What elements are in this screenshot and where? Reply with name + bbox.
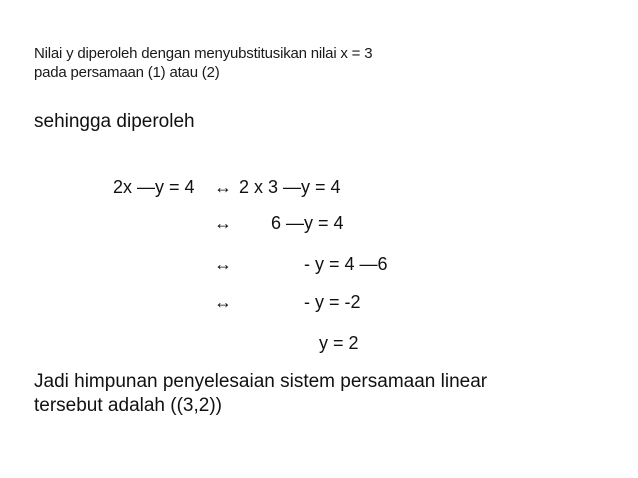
lead-text: sehingga diperoleh bbox=[34, 111, 195, 132]
step-4-arrow: ↔ bbox=[214, 292, 232, 312]
step-3-right: - y = 4 —6 bbox=[304, 254, 388, 274]
step-3-arrow: ↔ bbox=[214, 254, 232, 274]
step-4-right: - y = -2 bbox=[304, 292, 361, 312]
step-5-result: y = 2 bbox=[319, 333, 359, 353]
conclusion-text bbox=[34, 370, 487, 418]
step-1-left: 2x —y = 4 bbox=[113, 177, 195, 197]
step-1-arrow: ↔ bbox=[214, 177, 232, 197]
step-2-right: 6 —y = 4 bbox=[271, 213, 344, 233]
step-2-arrow: ↔ bbox=[214, 213, 232, 233]
intro-text bbox=[34, 44, 372, 82]
intro-line-2: pada persamaan (1) atau (2) bbox=[34, 64, 220, 81]
conclusion-line-2: tersebut adalah ((3,2)) bbox=[34, 395, 222, 416]
step-1-right: 2 x 3 —y = 4 bbox=[239, 177, 341, 197]
conclusion-line-1: Jadi himpunan penyelesaian sistem persamaan linear bbox=[34, 371, 488, 392]
intro-line-1: Nilai y diperoleh dengan menyubstitusikan nilai x = 3 bbox=[34, 45, 373, 62]
